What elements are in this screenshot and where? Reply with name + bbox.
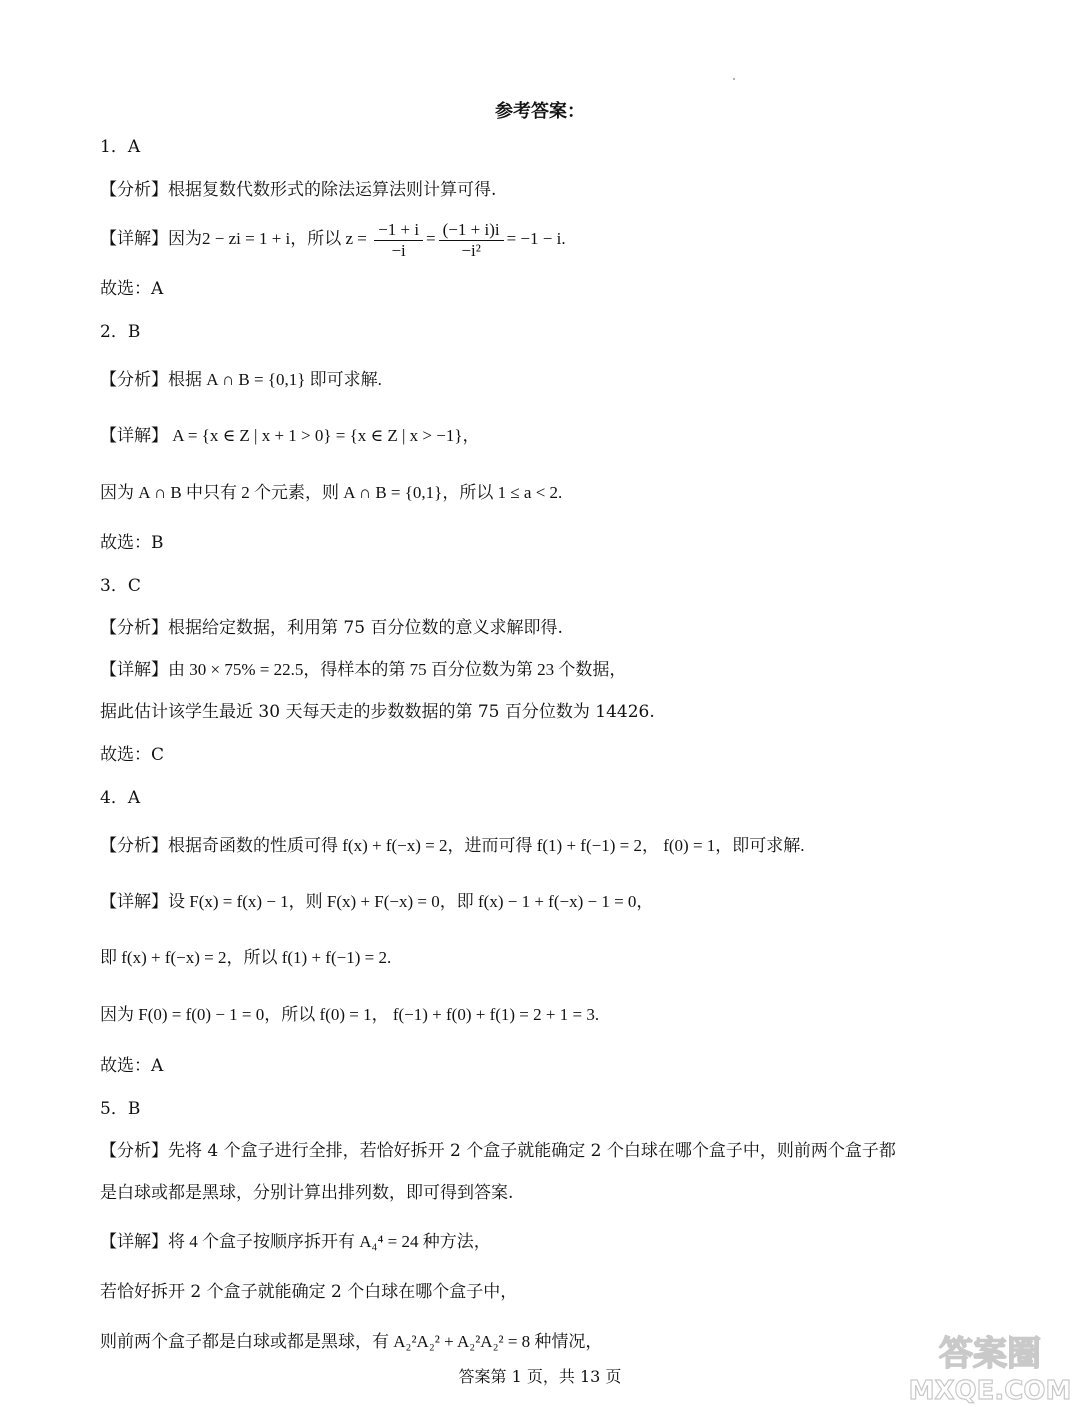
q1-detail-text-b: = −1 − i.: [506, 229, 566, 248]
q5-detail-1: 【详解】将 4 个盒子按顺序拆开有 A₄⁴ = 24 种方法，: [100, 1232, 491, 1251]
q1-detail: 【详解】因为2 − zi = 1 + i，所以 z = $\frac{-1 + i}{-i}$ = $\frac{(-1 + i)i}{\text{−i²}}$ = −1 − i.: [100, 219, 566, 260]
q1-fraction-2: [439, 220, 504, 261]
watermark-logo: [905, 1325, 1075, 1405]
watermark-line-2: MXQE.COM: [908, 1376, 1072, 1405]
q1-fraction-2-numerator: (−1 + i)i: [439, 220, 504, 241]
q4-detail-2: 即 f(x) + f(−x) = 2，所以 f(1) + f(−1) = 2.: [100, 948, 392, 967]
q3-choice: 故选：C: [100, 745, 165, 765]
q1-fraction-2-denominator: −i²: [461, 240, 481, 260]
q5-detail-2: 若恰好拆开 2 个盒子就能确定 2 个白球在哪个盒子中，: [100, 1282, 518, 1302]
q4-detail-3: 因为 F(0) = f(0) − 1 = 0，所以 f(0) = 1， f(−1) + f(0) + f(1) = 2 + 1 = 3.: [100, 1005, 600, 1024]
q1-detail-text-a: 因为2 − zi = 1 + i，所以 z =: [168, 229, 367, 248]
page-footer: 答案第 1 页，共 13 页: [458, 1367, 622, 1386]
q1-number: 1．A: [100, 137, 141, 157]
q5-analysis-1: 【分析】先将 4 个盒子进行全排，若恰好拆开 2 个盒子就能确定 2 个白球在哪个盒子中，则前两个盒子都: [100, 1141, 896, 1161]
q2-number: 2．B: [100, 322, 141, 342]
page-title: 参考答案：: [495, 101, 585, 122]
stray-dot: [733, 78, 735, 80]
q3-analysis: 【分析】根据给定数据，利用第 75 百分位数的意义求解即得.: [100, 618, 563, 638]
q4-number: 4．A: [100, 788, 141, 808]
q2-detail-2: 因为 A ∩ B 中只有 2 个元素，则 A ∩ B = {0,1}，所以 1 ≤ a < 2.: [100, 483, 563, 502]
q5-detail-3: 则前两个盒子都是白球或都是黑球，有 A₂²A₂² + A₂²A₂² = 8 种情况，: [100, 1332, 603, 1351]
q1-detail-tag: 【详解】: [100, 229, 168, 248]
q1-fraction-1: [374, 220, 423, 261]
q1-fraction-1-numerator: −1 + i: [374, 220, 423, 241]
q1-choice: 故选：A: [100, 279, 164, 299]
q4-detail-1: 【详解】设 F(x) = f(x) − 1，则 F(x) + F(−x) = 0，即 f(x) − 1 + f(−x) − 1 = 0，: [100, 892, 654, 911]
q3-detail-1: 【详解】由 30 × 75% = 22.5，得样本的第 75 百分位数为第 23 个数据，: [100, 660, 627, 679]
q5-analysis-2: 是白球或都是黑球，分别计算出排列数，即可得到答案.: [100, 1183, 514, 1203]
q3-number: 3．C: [100, 576, 141, 596]
q3-detail-2: 据此估计该学生最近 30 天每天走的步数数据的第 75 百分位数为 14426.: [100, 702, 655, 722]
watermark-line-1: 答案圈: [939, 1334, 1041, 1374]
q2-choice: 故选：B: [100, 533, 164, 553]
q1-analysis: 【分析】根据复数代数形式的除法运算法则计算可得.: [100, 180, 497, 200]
q1-fraction-1-denominator: −i: [391, 240, 406, 260]
q4-analysis: 【分析】根据奇函数的性质可得 f(x) + f(−x) = 2，进而可得 f(1) + f(−1) = 2， f(0) = 1，即可求解.: [100, 836, 805, 855]
q5-number: 5．B: [100, 1099, 141, 1119]
q2-analysis: 【分析】根据 A ∩ B = {0,1} 即可求解.: [100, 370, 382, 389]
q4-choice: 故选：A: [100, 1056, 164, 1076]
q2-detail-1: 【详解】 A = {x ∈ Z | x + 1 > 0} = {x ∈ Z | x > −1}，: [100, 426, 480, 445]
